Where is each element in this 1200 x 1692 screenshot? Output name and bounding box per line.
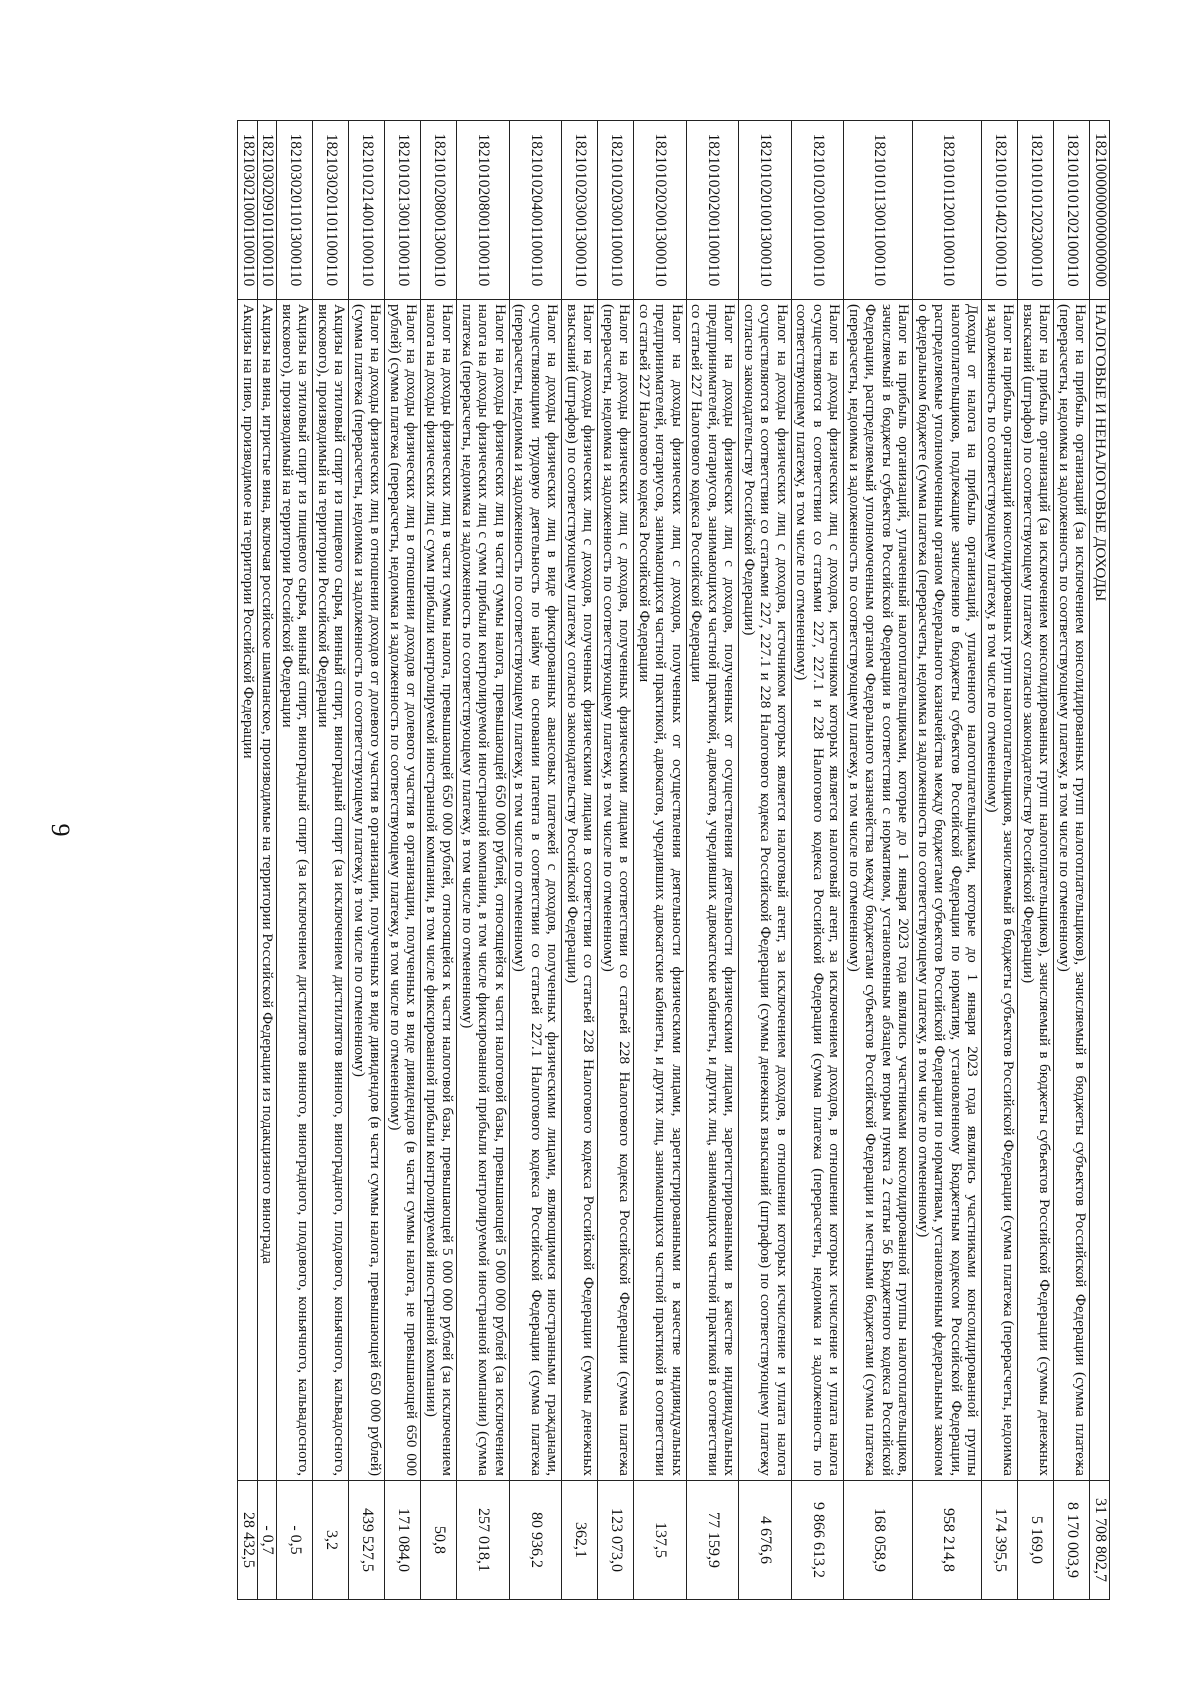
amount-cell: 77 159,9 (687, 1481, 740, 1600)
revenue-name-cell: Акцизы на вина, игристые вина, включая российское шампанское, производимые на территории Российской Федерации из подакцизного винограда (258, 300, 278, 1481)
budget-code-cell: 18210102080011000110 (457, 121, 510, 300)
amount-cell: 31 708 802,7 (1090, 1481, 1110, 1600)
revenue-name-cell: Налог на прибыль организаций консолидированных групп налогоплательщиков, зачисляемый в бюджеты субъектов Российской Федерации (сумма платежа (перерасчеты, недоимка и задолженность по соответствующему платежу, в том числе по отмененному) (982, 300, 1018, 1481)
amount-cell: 4 676,6 (739, 1481, 792, 1600)
revenue-name-cell: Акцизы на пиво, производимое на территории Российской Федерации (238, 300, 258, 1481)
table-row (238, 121, 258, 1600)
revenue-table-body (238, 121, 1110, 1600)
amount-cell: 5 169,0 (1018, 1481, 1054, 1600)
page-number: 9 (46, 823, 75, 837)
table-row (598, 121, 634, 1600)
budget-code-cell: 18210102020011000110 (687, 121, 740, 300)
amount-cell: 257 018,1 (457, 1481, 510, 1600)
table-row (562, 121, 598, 1600)
table-row (385, 121, 421, 1600)
amount-cell: 137,5 (634, 1481, 687, 1600)
budget-code-cell: 18210302011011000110 (313, 121, 349, 300)
table-row (258, 121, 278, 1600)
budget-code-cell: 18210102130011000110 (385, 121, 421, 300)
amount-cell: 28 432,5 (238, 1481, 258, 1600)
amount-cell: 439 527,5 (349, 1481, 385, 1600)
amount-cell: - 0,7 (258, 1481, 278, 1600)
revenue-table (238, 120, 1111, 1600)
budget-code-cell: 18210302100011000110 (238, 121, 258, 300)
revenue-name-cell: Доходы от налога на прибыль организаций, уплаченного налогоплательщиками, которые до 1 января 2023 года являлись участниками консолидированной группы налогоплательщиков, подлежащие зачислению в бюджеты субъектов Российской Федерации по нормативу, установленному Бюджетным кодексом Российской Федерации, распределяемые уполномоченным органом Федерального казначейства между бюджетами субъектов Российской Федерации по нормативам, установленным федеральным законом о федеральном бюджете (сумма платежа (перерасчеты, недоимка и задолженность по соответствующему платежу, в том числе по отмененному) (913, 300, 982, 1481)
amount-cell: 174 395,5 (982, 1481, 1018, 1600)
amount-cell: 50,8 (421, 1481, 457, 1600)
table-row (792, 121, 845, 1600)
revenue-name-cell: Налог на доходы физических лиц в отношении доходов от долевого участия в организации, полученных в виде дивидендов (в части суммы налога, превышающей 650 000 рублей) (сумма платежа (перерасчеты, недоимка и задолженность по соответствующему платежу, в том числе по отмененному) (349, 300, 385, 1481)
table-row (349, 121, 385, 1600)
budget-code-cell: 18210102080013000110 (421, 121, 457, 300)
revenue-name-cell: Налог на доходы физических лиц в части суммы налога, превышающей 650 000 рублей, относящейся к части налоговой базы, превышающей 5 000 000 рублей (за исключением налога на доходы физических лиц с сумм прибыли контролируемой иностранной компании, в том числе фиксированной прибыли контролируемой иностранной компании) (сумма платежа (перерасчеты, недоимка и задолженность по соответствующему платежу, в том числе по отмененному) (457, 300, 510, 1481)
revenue-name-cell: Налог на доходы физических лиц с доходов, полученных физическими лицами в соответствии со статьей 228 Налогового кодекса Российской Федерации (сумма платежа (перерасчеты, недоимка и задолженность по соответствующему платежу, в том числе по отмененному) (598, 300, 634, 1481)
budget-code-cell: 18210102020013000110 (634, 121, 687, 300)
revenue-name-cell: Налог на доходы физических лиц с доходов, источником которых является налоговый агент, за исключением доходов, в отношении которых исчисление и уплата налога осуществляются в соответствии со статьями 227, 227.1 и 228 Налогового кодекса Российской Федерации (суммы денежных взысканий (штрафов) по соответствующему платежу согласно законодательству Российской Федерации) (739, 300, 792, 1481)
table-row (913, 121, 982, 1600)
table-row (844, 121, 913, 1600)
amount-cell: 3,2 (313, 1481, 349, 1600)
budget-code-cell: 18210102030011000110 (598, 121, 634, 300)
budget-code-cell: 18210101012023000110 (1018, 121, 1054, 300)
budget-code-cell: 18210101014021000110 (982, 121, 1018, 300)
budget-code-cell: 18210000000000000000 (1090, 121, 1110, 300)
budget-code-cell: 18210102010013000110 (739, 121, 792, 300)
table-row (421, 121, 457, 1600)
revenue-name-cell: НАЛОГОВЫЕ И НЕНАЛОГОВЫЕ ДОХОДЫ (1090, 300, 1110, 1481)
budget-code-cell: 18210101130011000110 (844, 121, 913, 300)
amount-cell: 9 866 613,2 (792, 1481, 845, 1600)
budget-code-cell: 18210302011013000110 (277, 121, 313, 300)
table-row (1054, 121, 1090, 1600)
revenue-name-cell: Налог на доходы физических лиц в части суммы налога, превышающей 650 000 рублей, относящейся к части налоговой базы, превышающей 5 000 000 рублей (за исключением налога на доходы физических лиц с сумм прибыли контролируемой иностранной компании, в том числе фиксированной прибыли контролируемой иностранной компании) (421, 300, 457, 1481)
budget-code-cell: 18210102040011000110 (510, 121, 563, 300)
table-row (634, 121, 687, 1600)
revenue-name-cell: Налог на доходы физических лиц с доходов, полученных от осуществления деятельности физическими лицами, зарегистрированными в качестве индивидуальных предпринимателей, нотариусов, занимающихся частной практикой, адвокатов, учредивших адвокатские кабинеты, и других лиц, занимающихся частной практикой в соответствии со статьей 227 Налогового кодекса Российской Федерации (634, 300, 687, 1481)
amount-cell: - 0,5 (277, 1481, 313, 1600)
budget-code-cell: 18210102010011000110 (792, 121, 845, 300)
table-row (1090, 121, 1110, 1600)
revenue-name-cell: Акцизы на этиловый спирт из пищевого сырья, винный спирт, виноградный спирт (за исключением дистиллятов винного, виноградного, плодового, коньячного, кальвадосного, вискового), производимый на территории Российской Федерации (313, 300, 349, 1481)
budget-code-cell: 18210101012021000110 (1054, 121, 1090, 300)
amount-cell: 123 073,0 (598, 1481, 634, 1600)
amount-cell: 958 214,8 (913, 1481, 982, 1600)
table-row (510, 121, 563, 1600)
revenue-name-cell: Налог на прибыль организаций, уплаченный налогоплательщиками, которые до 1 января 2023 года являлись участниками консолидированной группы налогоплательщиков, зачисляемый в бюджеты субъектов Российской Федерации в соответствии с нормативом, установленным абзацем вторым пункта 2 статьи 56 Бюджетного кодекса Российской Федерации, распределяемый уполномоченным органом Федерального казначейства между бюджетами субъектов Российской Федерации и местными бюджетами (сумма платежа (перерасчеты, недоимка и задолженность по соответствующему платежу, в том числе по отмененному) (844, 300, 913, 1481)
revenue-name-cell: Налог на доходы физических лиц с доходов, полученных от осуществления деятельности физическими лицами, зарегистрированными в качестве индивидуальных предпринимателей, нотариусов, занимающихся частной практикой, адвокатов, учредивших адвокатские кабинеты, и других лиц, занимающихся частной практикой в соответствии со статьей 227 Налогового кодекса Российской Федерации (687, 300, 740, 1481)
revenue-name-cell: Налог на прибыль организаций (за исключением консолидированных групп налогоплательщиков), зачисляемый в бюджеты субъектов Российской Федерации (суммы денежных взысканий (штрафов) по соответствующему платежу согласно законодательству Российской Федерации) (1018, 300, 1054, 1481)
table-row (982, 121, 1018, 1600)
table-row (687, 121, 740, 1600)
revenue-name-cell: Налог на доходы физических лиц в виде фиксированных авансовых платежей с доходов, полученных физическими лицами, являющимися иностранными гражданами, осуществляющими трудовую деятельность по найму на основании патента в соответствии со статьей 227.1 Налогового кодекса Российской Федерации (сумма платежа (перерасчеты, недоимка и задолженность по соответствующему платежу, в том числе по отмененному) (510, 300, 563, 1481)
revenue-name-cell: Налог на доходы физических лиц с доходов, источником которых является налоговый агент, за исключением доходов, в отношении которых исчисление и уплата налога осуществляются в соответствии со статьями 227, 227.1 и 228 Налогового кодекса Российской Федерации (сумма платежа (перерасчеты, недоимка и задолженность по соответствующему платежу, в том числе по отмененному) (792, 300, 845, 1481)
revenue-table-container (120, 120, 1110, 1600)
budget-code-cell: 18210102030013000110 (562, 121, 598, 300)
table-row (1018, 121, 1054, 1600)
budget-code-cell: 18210302091011000110 (258, 121, 278, 300)
amount-cell: 168 058,9 (844, 1481, 913, 1600)
amount-cell: 171 084,0 (385, 1481, 421, 1600)
revenue-name-cell: Налог на прибыль организаций (за исключением консолидированных групп налогоплательщиков), зачисляемый в бюджеты субъектов Российской Федерации (сумма платежа (перерасчеты, недоимка и задолженность по соответствующему платежу, в том числе по отмененному) (1054, 300, 1090, 1481)
table-row (313, 121, 349, 1600)
budget-code-cell: 18210102140011000110 (349, 121, 385, 300)
revenue-name-cell: Акцизы на этиловый спирт из пищевого сырья, винный спирт, виноградный спирт (за исключением дистиллятов винного, виноградного, плодового, коньячного, кальвадосного, вискового), производимый на территории Российской Федерации (277, 300, 313, 1481)
revenue-name-cell: Налог на доходы физических лиц в отношении доходов от долевого участия в организации, полученных в виде дивидендов (в части суммы налога, не превышающей 650 000 рублей) (сумма платежа (перерасчеты, недоимка и задолженность по соответствующему платежу, в том числе по отмененному) (385, 300, 421, 1481)
table-row (739, 121, 792, 1600)
table-row (457, 121, 510, 1600)
amount-cell: 362,1 (562, 1481, 598, 1600)
amount-cell: 8 170 003,9 (1054, 1481, 1090, 1600)
amount-cell: 80 936,2 (510, 1481, 563, 1600)
revenue-name-cell: Налог на доходы физических лиц с доходов, полученных физическими лицами в соответствии со статьей 228 Налогового кодекса Российской Федерации (суммы денежных взысканий (штрафов) по соответствующему платежу согласно законодательству Российской Федерации) (562, 300, 598, 1481)
table-row (277, 121, 313, 1600)
budget-code-cell: 18210101120011000110 (913, 121, 982, 300)
